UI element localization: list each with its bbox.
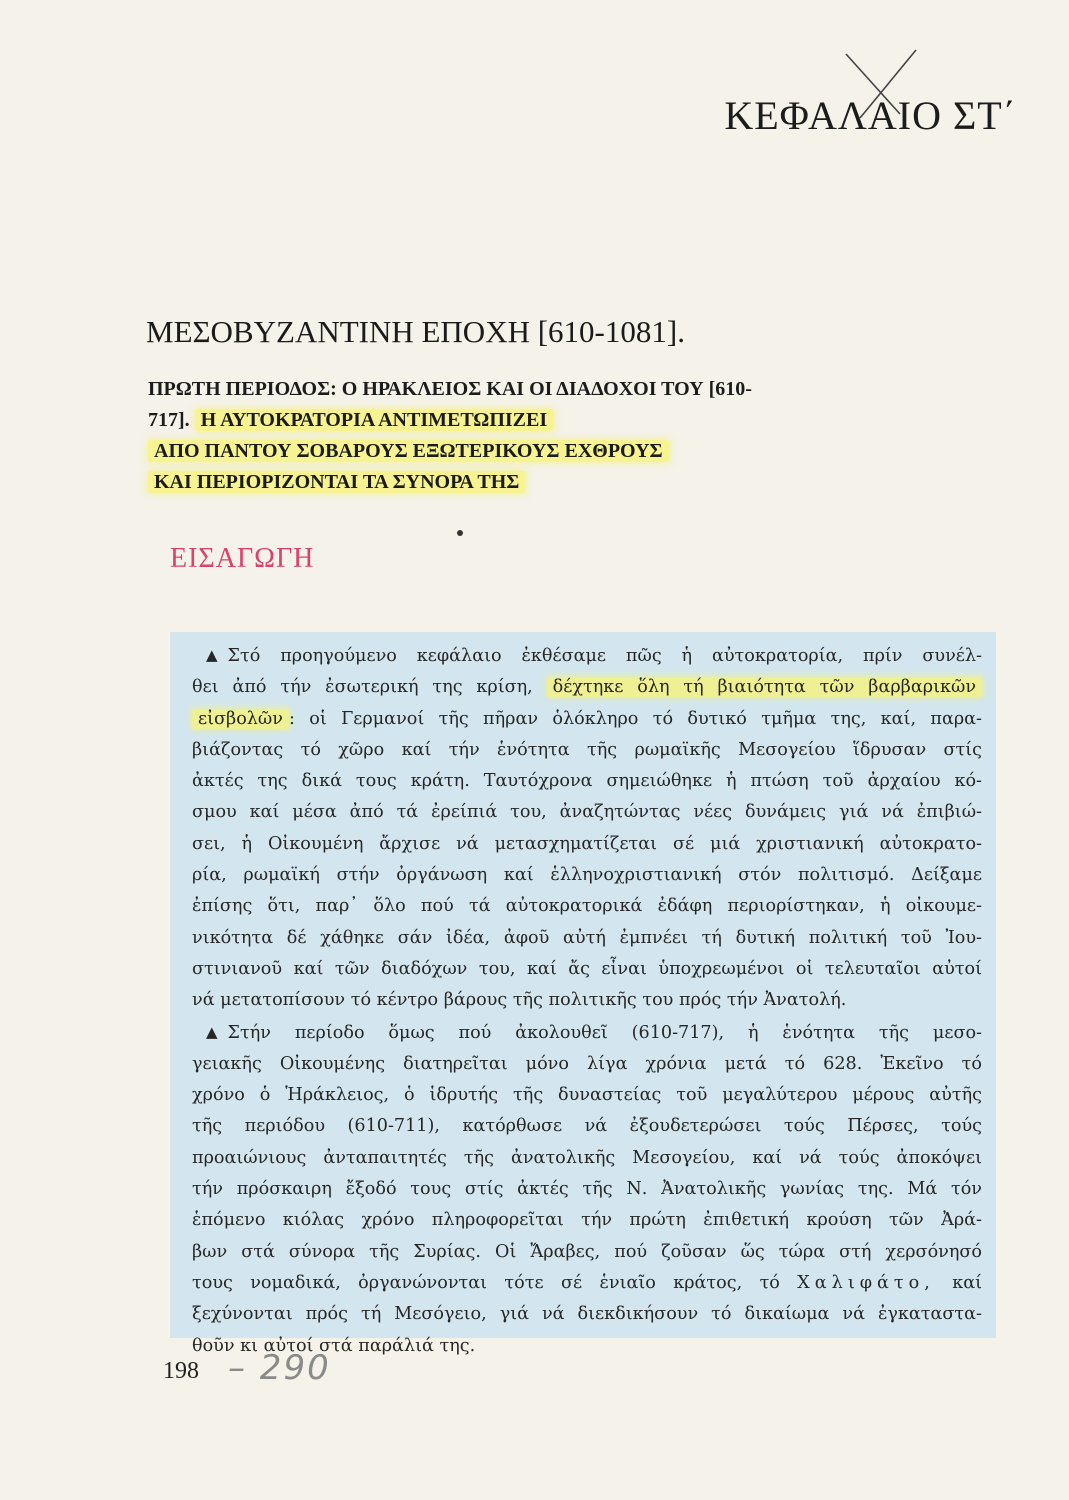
- body-text: [192, 640, 982, 1362]
- subtitle-line: ΠΡΩΤΗ ΠΕΡΙΟΔΟΣ: Ο ΗΡΑΚΛΕΙΟΣ ΚΑΙ ΟΙ ΔΙΑΔΟΧΟΙ ΤΟΥ [610-: [148, 378, 752, 400]
- subtitle-line: [148, 436, 948, 467]
- highlighted-text: ΚΑΙ ΠΕΡΙΟΡΙΖΟΝΤΑΙ ΤΑ ΣΥΝΟΡΑ ΤΗΣ: [148, 471, 525, 493]
- triangle-bullet-icon: ▲: [206, 646, 218, 664]
- text-line: εἰσβολῶν : οἱ Γερμανοί τῆς πῆραν ὁλόκληρο τό δυτικό τμῆμα της, καί, παρα-: [192, 704, 982, 735]
- text-line: σμου καί μέσα ἀπό τά ἐρείπιά του, ἀναζητώντας νέες δυνάμεις γιά νά ἐπιβιώ-: [192, 802, 982, 823]
- triangle-bullet-icon: ▲: [206, 1022, 218, 1041]
- highlighted-text: Η ΑΥΤΟΚΡΑΤΟΡΙΑ ΑΝΤΙΜΕΤΩΠΙΖΕΙ: [195, 409, 553, 431]
- text-line: ▲ Στό προηγούμενο κεφάλαιο ἐκθέσαμε πῶς ἡ αὐτοκρατορία, πρίν συνέλ-: [192, 640, 982, 672]
- text-line: νά μετατοπίσουν τό κέντρο βάρους τῆς πολιτικῆς του πρός τήν Ἀνατολή.: [192, 990, 847, 1011]
- text-line: σει, ἡ Οἰκουμένη ἄρχισε νά μετασχηματίζεται σέ μιά χριστιανική αὐτοκρατο-: [192, 833, 982, 854]
- page-title: ΜΕΣΟΒΥΖΑΝΤΙΝΗ ΕΠΟΧΗ [610-1081].: [146, 314, 685, 349]
- chapter-header: ΚΕΦΑΛΑΙΟ ΣΤ΄: [724, 93, 1017, 138]
- text-line: ἐπίσης ὅτι, παρ᾽ ὅλο πού τά αὐτοκρατορικά ἐδάφη περιορίστηκαν, ἡ οἰκουμε-: [192, 896, 982, 917]
- highlighted-text: ΑΠΟ ΠΑΝΤΟΥ ΣΟΒΑΡΟΥΣ ΕΞΩΤΕΡΙΚΟΥΣ ΕΧΘΡΟΥΣ: [148, 440, 669, 462]
- spaced-emphasis: Χαλιφάτο,: [797, 1272, 935, 1293]
- text-line: γειακῆς Οἰκουμένης διατηρεῖται μόνο λίγα χρόνια μετά τό 628. Ἐκεῖνο τό: [192, 1053, 982, 1074]
- text-line: ▲ Στήν περίοδο ὅμως πού ἀκολουθεῖ (610-717), ἡ ἑνότητα τῆς μεσο-: [192, 1017, 982, 1049]
- text-line: ἀκτές της δικά τους κράτη. Ταυτόχρονα σημειώθηκε ἡ πτώση τοῦ ἀρχαίου κό-: [192, 771, 982, 792]
- text-line: προαιώνιους ἀνταπαιτητές τῆς ἀνατολικῆς Μεσογείου, καί νά τούς ἀποκόψει: [192, 1147, 982, 1168]
- page-number: 198: [163, 1358, 199, 1384]
- text-line: ἑπόμενο κιόλας χρόνο πληροφορεῖται τήν πρώτη ἐπιθετική κρούση τῶν Ἀρά-: [192, 1210, 982, 1231]
- decorative-dot: [457, 530, 463, 536]
- text-line: θει ἀπό τήν ἐσωτερική της κρίση, δέχτηκε ὅλη τή βιαιότητα τῶν βαρβαρικῶν: [192, 672, 982, 703]
- subtitle: [148, 374, 948, 498]
- section-title: ΕΙΣΑΓΩΓΗ: [170, 543, 315, 574]
- text-line: τῆς περιόδου (610-711), κατόρθωσε νά ἐξουδετερώσει τούς Πέρσες, τούς: [192, 1116, 982, 1137]
- subtitle-line: [148, 405, 948, 436]
- text-line: θοῦν κι αὐτοί στά παράλιά της.: [192, 1335, 476, 1356]
- text-line: τους νομαδικά, ὀργανώνονται τότε σέ ἑνιαῖο κράτος, τό Χαλιφάτο, καί: [192, 1272, 983, 1293]
- text-line: τήν πρόσκαιρη ἔξοδό τους στίς ἀκτές τῆς Ν. Ἀνατολικῆς γωνίας της. Μά τόν: [192, 1179, 982, 1200]
- handwritten-page-note: – 290: [228, 1348, 331, 1388]
- highlighted-text: δέχτηκε ὅλη τή βιαιότητα τῶν βαρβαρικῶν: [547, 677, 982, 697]
- text-line: βιάζοντας τό χῶρο καί τήν ἑνότητα τῆς ρωμαϊκῆς Μεσογείου ἵδρυσαν στίς: [192, 739, 982, 760]
- subtitle-line: [148, 467, 948, 498]
- text-line: ρία, ρωμαϊκή στήν ὀργάνωση καί ἑλληνοχριστιανική στόν πολιτισμό. Δείξαμε: [192, 865, 982, 886]
- subtitle-text: 717].: [148, 409, 190, 431]
- text-line: στινιανοῦ καί τῶν διαδόχων του, καί ἄς εἶναι ὑποχρεωμένοι οἱ τελευταῖοι αὐτοί: [192, 958, 982, 979]
- highlighted-text: εἰσβολῶν: [192, 709, 289, 729]
- text-line: χρόνο ὁ Ἡράκλειος, ὁ ἱδρυτής τῆς δυναστείας τοῦ μεγαλύτερου μέρους αὐτῆς: [192, 1085, 982, 1106]
- text-line: νικότητα δέ χάθηκε σάν ἰδέα, ἀφοῦ αὐτή ἐμπνέει τή δυτική πολιτική τοῦ Ἰου-: [192, 927, 982, 948]
- text-line: ξεχύνονται πρός τή Μεσόγειο, γιά νά διεκδικήσουν τό δικαίωμα νά ἐγκαταστα-: [192, 1304, 982, 1325]
- text-line: βων στά σύνορα τῆς Συρίας. Οἱ Ἄραβες, πού ζοῦσαν ὥς τώρα στή χερσόνησό: [192, 1241, 982, 1262]
